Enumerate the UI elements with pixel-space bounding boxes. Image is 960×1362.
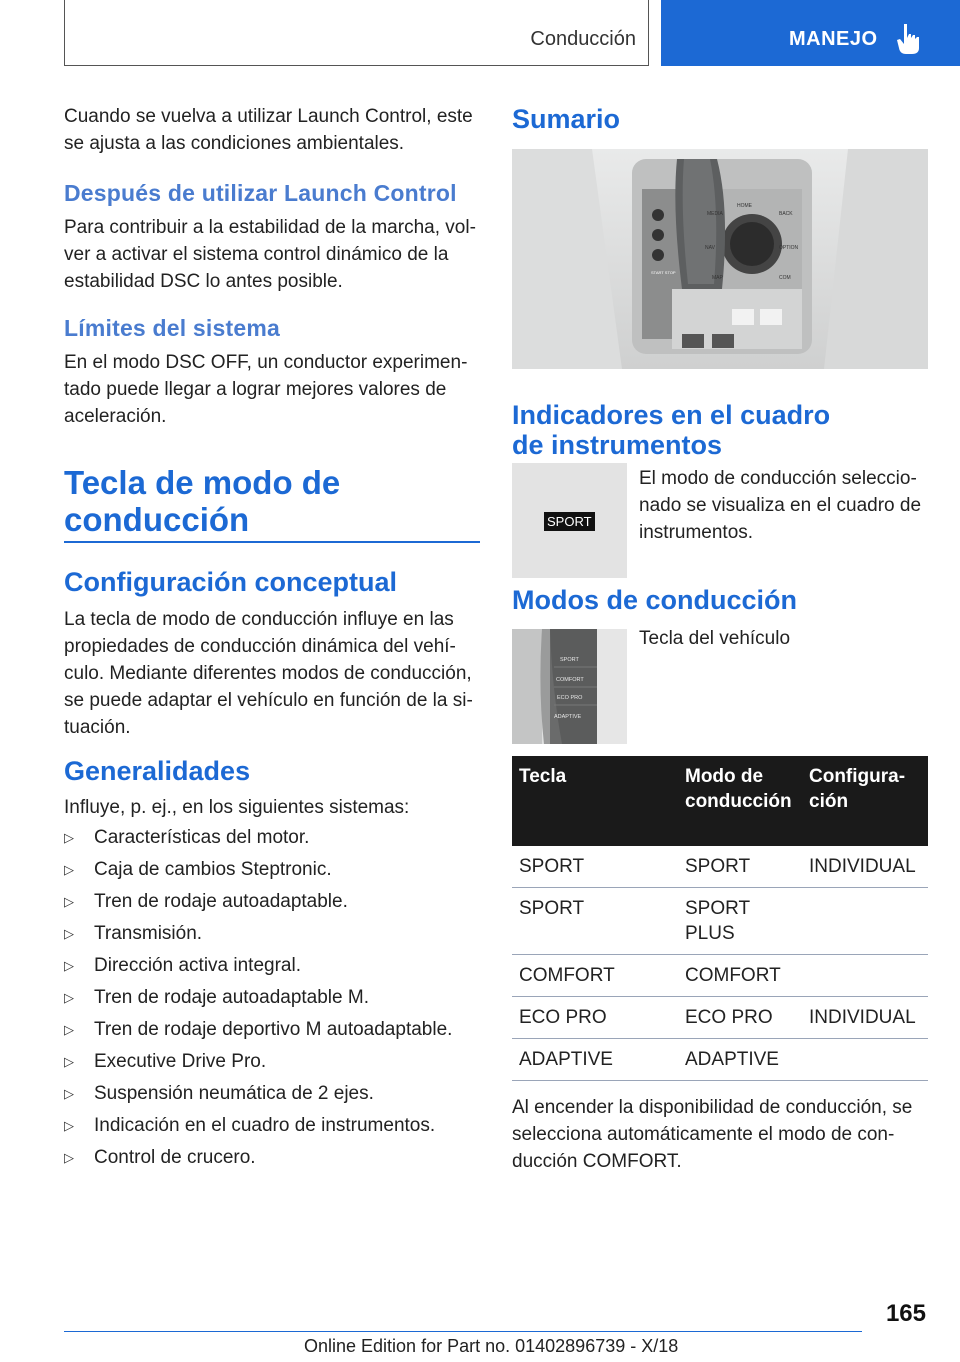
driving-modes-table: [512, 756, 928, 1081]
header-chapter-label: MANEJO: [789, 28, 878, 50]
table-cell: ADAPTIVE: [512, 1039, 678, 1081]
list-item: ▷ Suspensión neumática de 2 ejes.: [64, 1080, 484, 1112]
mode-button-label: COMFORT: [556, 677, 584, 683]
triangle-bullet-icon: ▷: [64, 958, 74, 973]
triangle-bullet-icon: ▷: [64, 990, 74, 1005]
table-cell: SPORT PLUS: [678, 888, 802, 955]
concept-text: La tecla de modo de conducción influye en las propiedades de conducción dinámica del vehículo. Mediante diferentes modos de conducción, se puede adaptar el vehículo en función de la situación.: [64, 609, 473, 738]
table-row: [512, 888, 928, 955]
list-item: ▷ Transmisión.: [64, 920, 484, 952]
console-label: OPTION: [779, 245, 799, 251]
list-item: ▷ Executive Drive Pro.: [64, 1048, 484, 1080]
table-cell: ECO PRO: [512, 997, 678, 1039]
system-limits-text: En el modo DSC OFF, un conductor experimentado puede llegar a lograr mejores valores de aceleración.: [64, 352, 468, 427]
indicators-text: El modo de conducción seleccionado se visualiza en el cuadro de instrumentos.: [639, 468, 922, 543]
triangle-bullet-icon: ▷: [64, 1022, 74, 1037]
system-limits-heading: Límites del sistema: [64, 315, 280, 341]
table-cell: INDIVIDUAL: [802, 846, 928, 888]
sport-display-image: [512, 463, 627, 578]
table-row: [512, 955, 928, 997]
table-cell: COMFORT: [512, 955, 678, 997]
list-item: ▷ Tren de rodaje autoadaptable M.: [64, 984, 484, 1016]
table-cell: SPORT: [678, 846, 802, 888]
table-cell: [802, 888, 928, 955]
table-row: [512, 846, 928, 888]
table-header-row: [512, 756, 928, 846]
list-item: ▷ Indicación en el cuadro de instrumentos.: [64, 1112, 484, 1144]
header-section-box: [64, 0, 649, 66]
table-header: Modo de conducción: [678, 756, 802, 846]
after-launch-control-heading: Después de utilizar Launch Control: [64, 180, 457, 206]
list-item: ▷ Dirección activa integral.: [64, 952, 484, 984]
concept-heading: Configuración conceptual: [64, 567, 398, 597]
table-cell: ECO PRO: [678, 997, 802, 1039]
table-cell: COMFORT: [678, 955, 802, 997]
triangle-bullet-icon: ▷: [64, 830, 74, 845]
modes-text: Tecla del vehículo: [639, 628, 791, 649]
console-label: COM: [779, 275, 791, 281]
list-item: ▷ Tren de rodaje autoadaptable.: [64, 888, 484, 920]
page-main-heading: Tecla de modo de conducción: [64, 464, 341, 538]
list-item: ▷ Tren de rodaje deportivo M autoadaptable.: [64, 1016, 484, 1048]
footer-edition-text: Online Edition for Part no. 01402896739 - X/18: [304, 1336, 679, 1356]
triangle-bullet-icon: ▷: [64, 1118, 74, 1133]
intro-paragraph: Cuando se vuelva a utilizar Launch Control, este se ajusta a las condiciones ambientales.: [64, 106, 473, 154]
sport-badge: SPORT: [544, 512, 595, 531]
heading-divider: [64, 541, 480, 543]
table-header: Tecla: [512, 756, 678, 846]
center-console-image: [512, 149, 928, 369]
list-item: ▷ Características del motor.: [64, 824, 484, 856]
table-cell: SPORT: [512, 846, 678, 888]
table-cell: [802, 1039, 928, 1081]
list-item: ▷ Caja de cambios Steptronic.: [64, 856, 484, 888]
table-header: Configuración: [802, 756, 928, 846]
triangle-bullet-icon: ▷: [64, 1150, 74, 1165]
triangle-bullet-icon: ▷: [64, 862, 74, 877]
page-number: 165: [885, 1300, 926, 1327]
mode-buttons-image: [512, 629, 627, 744]
indicators-heading-line2: de instrumentos: [512, 430, 723, 460]
after-launch-control-text: Para contribuir a la estabilidad de la marcha, volver a activar el sistema control dinámico de la estabilidad DSC lo antes posible.: [64, 217, 476, 292]
triangle-bullet-icon: ▷: [64, 1086, 74, 1101]
table-row: [512, 997, 928, 1039]
summary-heading: Sumario: [512, 104, 621, 134]
header-chapter-tab[interactable]: [661, 0, 960, 66]
console-label: MEDIA: [707, 211, 723, 217]
table-cell: ADAPTIVE: [678, 1039, 802, 1081]
header-section-title: Conducción: [530, 28, 636, 50]
mode-button-label: ADAPTIVE: [554, 714, 582, 720]
table-cell: INDIVIDUAL: [802, 997, 928, 1039]
table-row: [512, 1039, 928, 1081]
console-label: HOME: [737, 203, 752, 209]
mode-button-label: SPORT: [560, 657, 579, 663]
closing-paragraph: Al encender la disponibilidad de conducción, se selecciona automáticamente el modo de conducción COMFORT.: [512, 1097, 913, 1172]
triangle-bullet-icon: ▷: [64, 926, 74, 941]
list-item: ▷ Control de crucero.: [64, 1144, 484, 1176]
general-intro: Influye, p. ej., en los siguientes sistemas:: [64, 797, 410, 818]
systems-list: [64, 824, 484, 1176]
pointing-hand-icon: [895, 22, 923, 56]
console-label: NAV: [705, 245, 715, 251]
indicators-heading: [512, 400, 928, 460]
mode-button-label: ECO PRO: [557, 695, 583, 701]
general-heading: Generalidades: [64, 756, 251, 786]
console-label: MAP: [712, 275, 723, 281]
table-cell: SPORT: [512, 888, 678, 955]
table-cell: [802, 955, 928, 997]
console-label: BACK: [779, 211, 793, 217]
triangle-bullet-icon: ▷: [64, 894, 74, 909]
triangle-bullet-icon: ▷: [64, 1054, 74, 1069]
footer-divider: [64, 1331, 862, 1332]
modes-heading: Modos de conducción: [512, 585, 798, 615]
console-label: START STOP: [651, 270, 676, 275]
indicators-heading-line1: Indicadores en el cuadro: [512, 400, 831, 430]
